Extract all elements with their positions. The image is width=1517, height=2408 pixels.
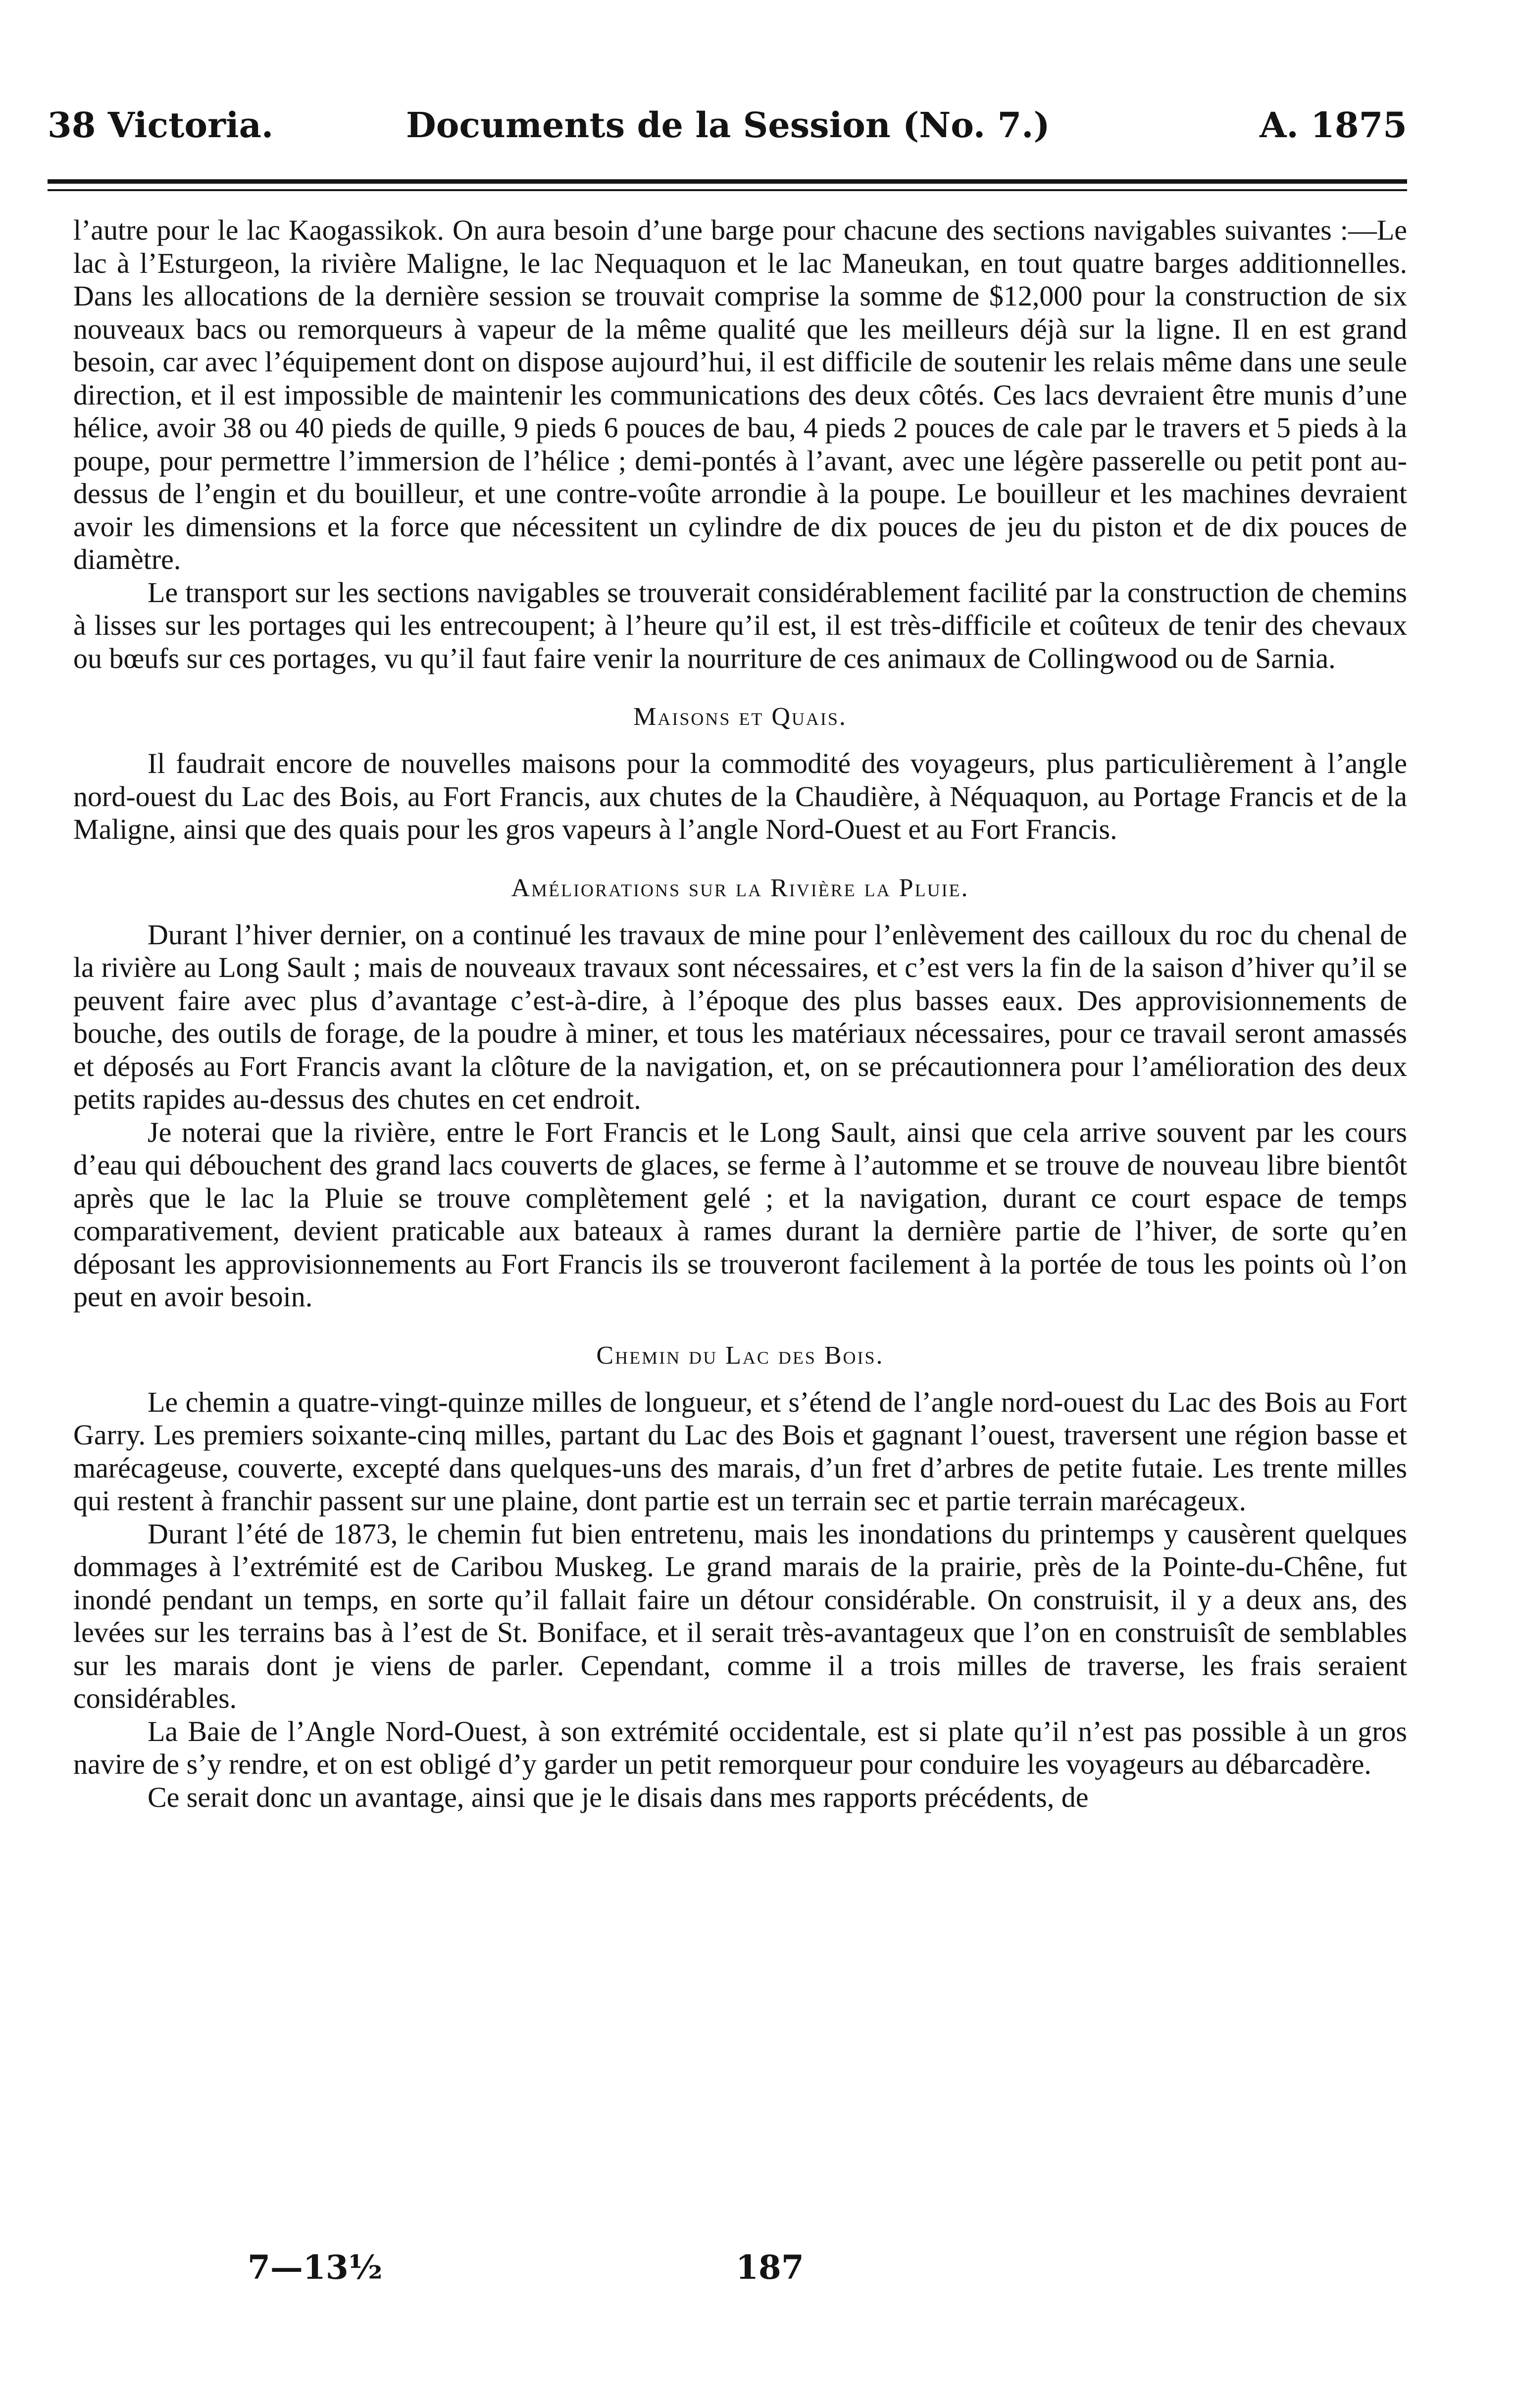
header-rule-thick: [48, 179, 1407, 184]
header-year: A. 1875: [1260, 104, 1407, 146]
header-title: Documents de la Session (No. 7.): [406, 104, 1050, 146]
paragraph: Ce serait donc un avantage, ainsi que je le disais dans mes rapports précédents, de: [148, 1781, 1089, 1813]
header-rule-thin: [48, 189, 1407, 191]
paragraph: Il faudrait encore de nouvelles maisons pour la commodité des voyageurs, plus particulièrement à l’angle nord-ouest du Lac des Bois, au Fort Francis, aux chutes de la Chaudière, à Néquaquon, au Portage Francis et de la Maligne, ainsi que des quais pour les gros vapeurs à l’angle Nord-Ouest et au Fort Francis.: [73, 747, 1407, 845]
section-heading: Améliorations sur la Rivière la Pluie.: [511, 873, 969, 902]
paragraph: Durant l’été de 1873, le chemin fut bien entretenu, mais les inondations du printemps y causèrent quelques dommages à l’extrémité est de Caribou Muskeg. Le grand marais de la prairie, près de la Pointe-du-Chêne, fut inondé pendant un temps, en sorte qu’il fallait faire un détour considérable. On construisit, il y a deux ans, des levées sur les terrains bas à l’est de St. Boniface, et il serait très-avantageux que l’on en construisît de semblables sur les marais dont je viens de parler. Cependant, comme il a trois milles de traverse, les frais seraient considérables.: [73, 1517, 1407, 1714]
paragraph: Le chemin a quatre-vingt-quinze milles de longueur, et s’étend de l’angle nord-ouest du Lac des Bois au Fort Garry. Les premiers soixante-cinq milles, partant du Lac des Bois et gagnant l’ouest, traversent une région basse et marécageuse, couverte, excepté dans quelques-uns des marais, d’un fret d’arbres de petite futaie. Les trente milles qui restent à franchir passent sur une plaine, dont partie est un terrain sec et partie terrain marécageux.: [73, 1385, 1407, 1517]
paragraph: Durant l’hiver dernier, on a continué les travaux de mine pour l’enlèvement des cailloux du roc du chenal de la rivière au Long Sault ; mais de nouveaux travaux sont nécessaires, et c’est vers la fin de la saison d’hiver qu’il se peuvent faire avec plus d’avantage c’est-à-dire, à l’époque des plus basses eaux. Des approvisionnements de bouche, des outils de forage, de la poudre à miner, et tous les matériaux nécessaires, pour ce travail seront amassés et déposés au Fort Francis avant la clôture de la navigation, et, on se précautionnera pour l’amélioration des deux petits rapides au-dessus des chutes en cet endroit.: [73, 918, 1407, 1115]
paragraph: Je noterai que la rivière, entre le Fort Francis et le Long Sault, ainsi que cela arrive souvent par les cours d’eau qui débouchent des grand lacs couverts de glaces, se ferme à l’automme et se trouve de nouveau libre bientôt après que le lac la Pluie se trouve complètement gelé ; et la navigation, durant ce court espace de temps comparativement, devient praticable aux bateaux à rames durant la dernière partie de l’hiver, de sorte qu’en déposant les approvisionnements au Fort Francis ils se trouveront facilement à la portée de tous les points où l’on peut en avoir besoin.: [73, 1116, 1407, 1313]
paragraph: Le transport sur les sections navigables se trouverait considérablement facilité par la construction de chemins à lisses sur les portages qui les entrecoupent; à l’heure qu’il est, il est très-difficile et coûteux de tenir des chevaux ou bœufs sur ces portages, vu qu’il faut faire venir la nourriture de ces animaux de Collingwood ou de Sarnia.: [73, 576, 1407, 674]
paragraph: La Baie de l’Angle Nord-Ouest, à son extrémité occidentale, est si plate qu’il n’est pas possible à un gros navire de s’y rendre, et on est obligé d’y garder un petit remorqueur pour conduire les voyageurs au débarcadère.: [73, 1715, 1407, 1780]
body-text: [73, 214, 1407, 1814]
page-number: 187: [736, 2248, 804, 2287]
paragraph: l’autre pour le lac Kaogassikok. On aura besoin d’une barge pour chacune des sections navigables suivantes :—Le lac à l’Esturgeon, la rivière Maligne, le lac Nequaquon et le lac Maneukan, en tout quatre barges additionnelles. Dans les allocations de la dernière session se trouvait comprise la somme de $12,000 pour la construction de six nouveaux bacs ou remorqueurs à vapeur de la même qualité que les meilleurs déjà sur la ligne. Il en est grand besoin, car avec l’équipement dont on dispose aujourd’hui, il est difficile de soutenir les relais même dans une seule direction, et il est impossible de maintenir les communications des deux côtés. Ces lacs devraient être munis d’une hélice, avoir 38 ou 40 pieds de quille, 9 pieds 6 pouces de bau, 4 pieds 2 pouces de cale par le travers et 5 pieds à la poupe, pour permettre l’immersion de l’hélice ; demi-pontés à l’avant, avec une légère passerelle ou petit pont au-dessus de l’engin et du bouilleur, et une contre-voûte arrondie à la poupe. Le bouilleur et les machines devraient avoir les dimensions et la force que nécessitent un cylindre de dix pouces de jeu du piston et de dix pouces de diamètre.: [73, 214, 1407, 575]
header-volume: 38 Victoria.: [48, 104, 274, 146]
section-heading: Maisons et Quais.: [633, 703, 847, 731]
section-heading: Chemin du Lac des Bois.: [596, 1341, 884, 1370]
footer-signature-mark: 7—13½: [248, 2248, 383, 2287]
